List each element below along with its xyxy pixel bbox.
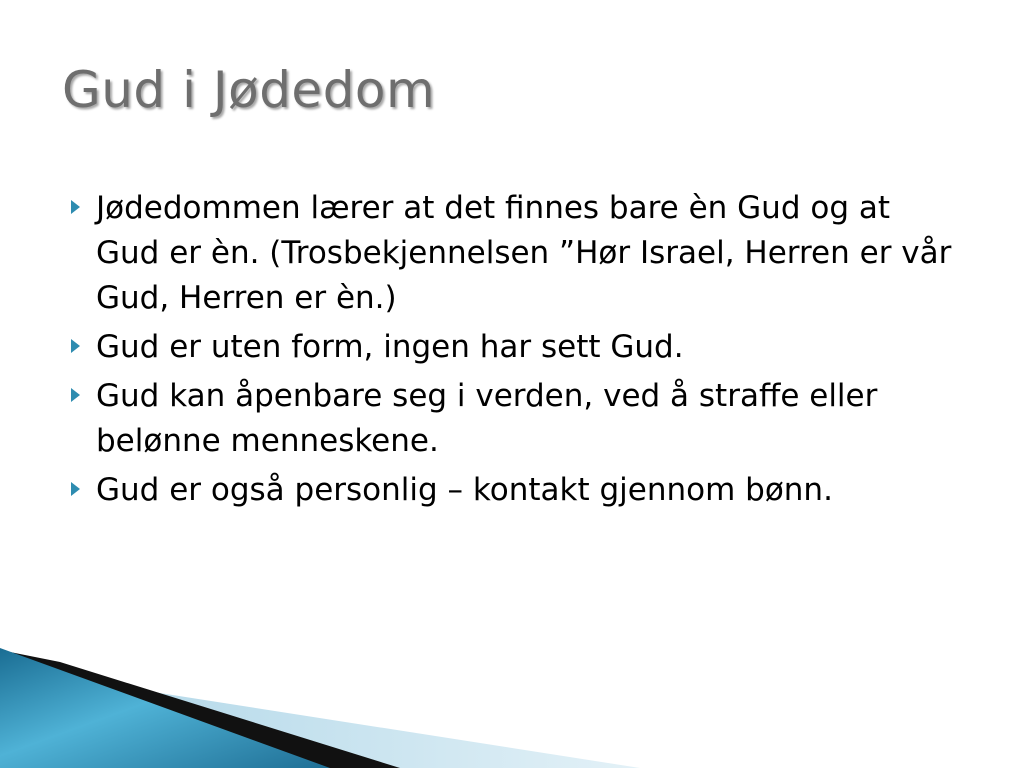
- bullet-text: Jødedommen lærer at det finnes bare èn Gud og at Gud er èn. (Trosbekjennelsen ”Hør Israel, Herren er vår Gud, Herren er èn.): [96, 190, 952, 316]
- triangle-right-icon: [71, 200, 80, 214]
- bullet-text: Gud er også personlig – kontakt gjennom bønn.: [96, 472, 833, 508]
- bullet-item: [62, 325, 962, 370]
- bullet-text: Gud er uten form, ingen har sett Gud.: [96, 329, 684, 365]
- triangle-right-icon: [71, 482, 80, 496]
- blue-swoosh: [0, 648, 330, 768]
- dark-swoosh: [0, 650, 400, 768]
- bullet-item: [62, 468, 962, 513]
- light-swoosh: [0, 668, 640, 768]
- bullet-text: Gud kan åpenbare seg i verden, ved å straffe eller belønne menneskene.: [96, 378, 878, 459]
- triangle-right-icon: [71, 339, 80, 353]
- bullet-list: [62, 186, 962, 517]
- triangle-right-icon: [71, 388, 80, 402]
- bullet-item: [62, 186, 962, 321]
- slide-title: Gud i Jødedom: [62, 61, 436, 119]
- bullet-item: [62, 374, 962, 464]
